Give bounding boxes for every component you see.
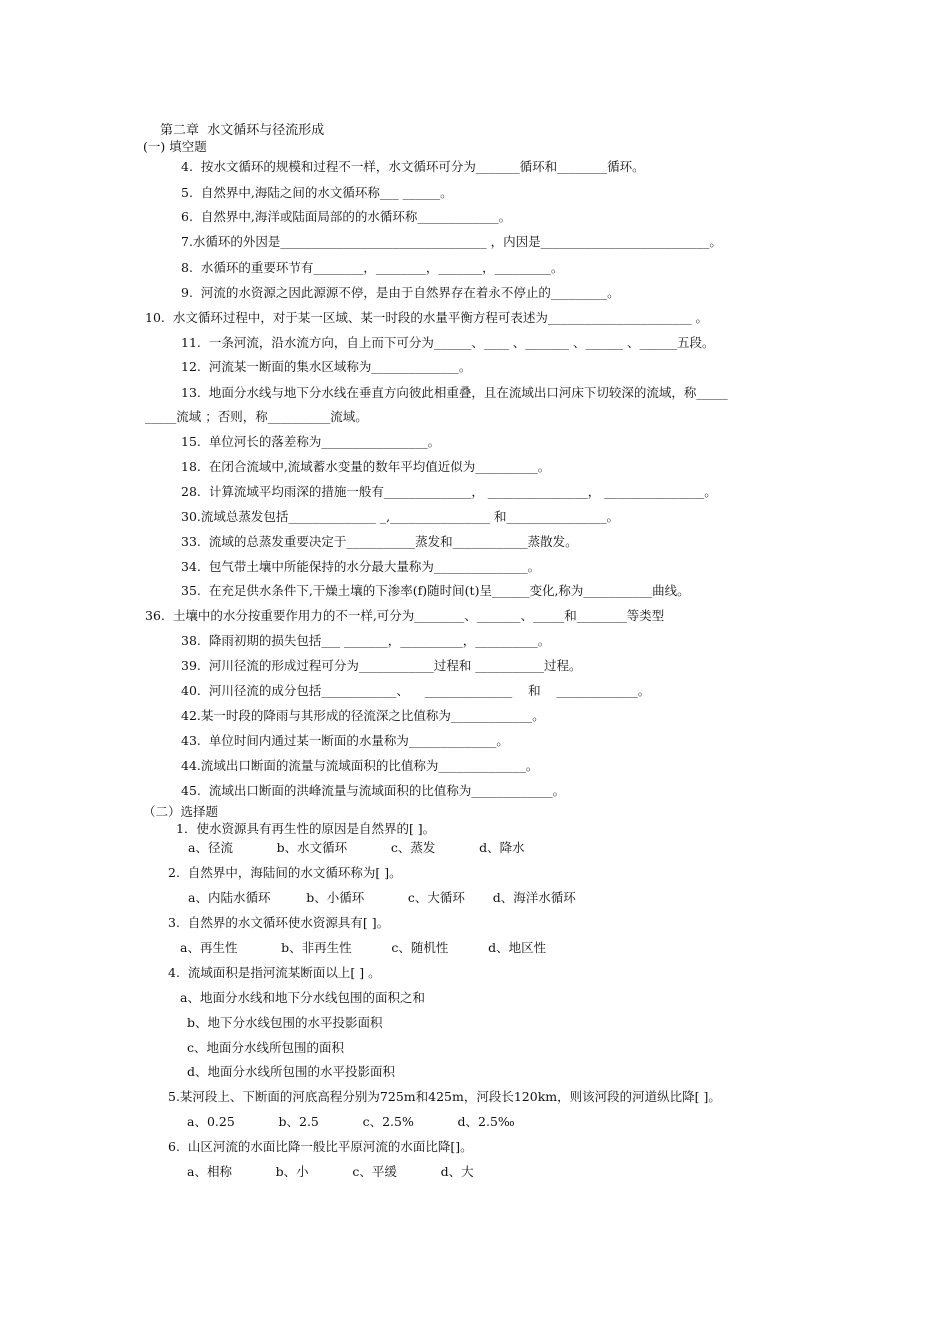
fill-line: 12. 河流某一断面的集水区域称为______________。: [181, 359, 472, 374]
choice-option: c、地面分水线所包围的面积: [187, 1040, 345, 1055]
fill-line: 4. 按水文循环的规模和过程不一样，水文循环可分为_______循环和________循环。: [181, 159, 645, 174]
fill-line: 15. 单位河长的落差称为_________________。: [181, 434, 441, 449]
fill-line: 44.流域出口断面的流量与流域面积的比值称为______________。: [181, 758, 539, 773]
fill-line: 43. 单位时间内通过某一断面的水量称为______________。: [181, 733, 509, 748]
fill-line: 11. 一条河流，沿水流方向，自上而下可分为______、____ 、_______ 、______ 、______五段。: [181, 335, 715, 350]
fill-line: 45. 流域出口断面的洪峰流量与流域面积的比值称为_____________。: [181, 783, 566, 798]
fill-line: 30.流域总蒸发包括______________ _,________________ 和________________。: [181, 509, 620, 524]
choice-options: a、0.25 b、2.5 c、2.5% d、2.5‰: [187, 1114, 515, 1129]
choice-question: 1．使水资源具有再生性的原因是自然界的[ ]。: [176, 821, 436, 836]
choice-option: d、地面分水线所包围的水平投影面积: [187, 1064, 396, 1079]
fill-line: 39. 河川径流的形成过程可分为____________过程和 ___________过程。: [181, 658, 582, 673]
fill-line: 38. 降雨初期的损失包括___ _______，__________，__________。: [181, 633, 551, 648]
fill-line: 8. 水循环的重要环节有________，________，_______，_________。: [181, 260, 564, 275]
fill-line: 40. 河川径流的成分包括____________、 ______________ 和 _____________。: [181, 683, 651, 698]
fill-line: 18. 在闭合流域中,流域蓄水变量的数年平均值近似为__________。: [181, 459, 551, 474]
fill-section-heading: (一) 填空题: [143, 139, 207, 154]
fill-line: 33. 流域的总蒸发重要决定于___________蒸发和____________蒸散发。: [181, 534, 578, 549]
choice-question: 2. 自然界中，海陆间的水文循环称为[ ]。: [168, 865, 402, 880]
choice-options: a、相称 b、小 c、平缓 d、大: [187, 1164, 474, 1179]
fill-line: 36. 土壤中的水分按重要作用力的不一样,可分为________、_______、_____和________等类型: [145, 608, 665, 623]
fill-line: 6. 自然界中,海洋或陆面局部的的水循环称_____________。: [181, 209, 512, 224]
choice-options: a、径流 b、水文循环 c、蒸发 d、降水: [188, 840, 525, 855]
chapter-title: 第二章 水文循环与径流形成: [160, 123, 325, 138]
choice-option: a、地面分水线和地下分水线包围的面积之和: [180, 990, 425, 1005]
fill-line: 28. 计算流域平均雨深的措施一般有______________， ________________， ________________。: [181, 484, 717, 499]
fill-line: 35. 在充足供水条件下,干燥土壤的下渗率(f)随时间(t)呈______变化,称为___________曲线。: [181, 583, 690, 598]
choice-question: 4. 流域面积是指河流某断面以上[ ] 。: [168, 965, 381, 980]
fill-line: _____流域 ；否则，称__________流域。: [145, 409, 368, 424]
choice-question: 6. 山区河流的水面比降一般比平原河流的水面比降[]。: [168, 1139, 473, 1154]
fill-line: 10. 水文循环过程中，对于某一区域、某一时段的水量平衡方程可表述为_______________________ 。: [145, 310, 709, 325]
choice-options: a、内陆水循环 b、小循环 c、大循环 d、海洋水循环: [188, 890, 576, 905]
fill-line: 42.某一时段的降雨与其形成的径流深之比值称为_____________。: [181, 708, 545, 723]
choice-question: 5.某河段上、下断面的河底高程分别为725m和425m，河段长120km，则该河段的河道纵比降[ ]。: [168, 1089, 721, 1104]
choice-options: a、再生性 b、非再生性 c、随机性 d、地区性: [180, 940, 547, 955]
fill-line: 9. 河流的水资源之因此源源不停，是由于自然界存在着永不停止的_________。: [181, 285, 620, 300]
choice-option: b、地下分水线包围的水平投影面积: [187, 1015, 383, 1030]
choice-section-heading: （二）选择题: [143, 804, 219, 819]
fill-line: 7.水循环的外因是_________________________________ ，内因是___________________________。: [181, 234, 722, 249]
fill-line: 5. 自然界中,海陆之间的水文循环称___ ______。: [181, 185, 453, 200]
choice-question: 3. 自然界的水文循环使水资源具有[ ]。: [168, 915, 390, 930]
fill-line: 13. 地面分水线与地下分水线在垂直方向彼此相重叠，且在流域出口河床下切较深的流域，称_____: [181, 385, 728, 400]
fill-line: 34. 包气带土壤中所能保持的水分最大量称为_______________。: [181, 559, 541, 574]
